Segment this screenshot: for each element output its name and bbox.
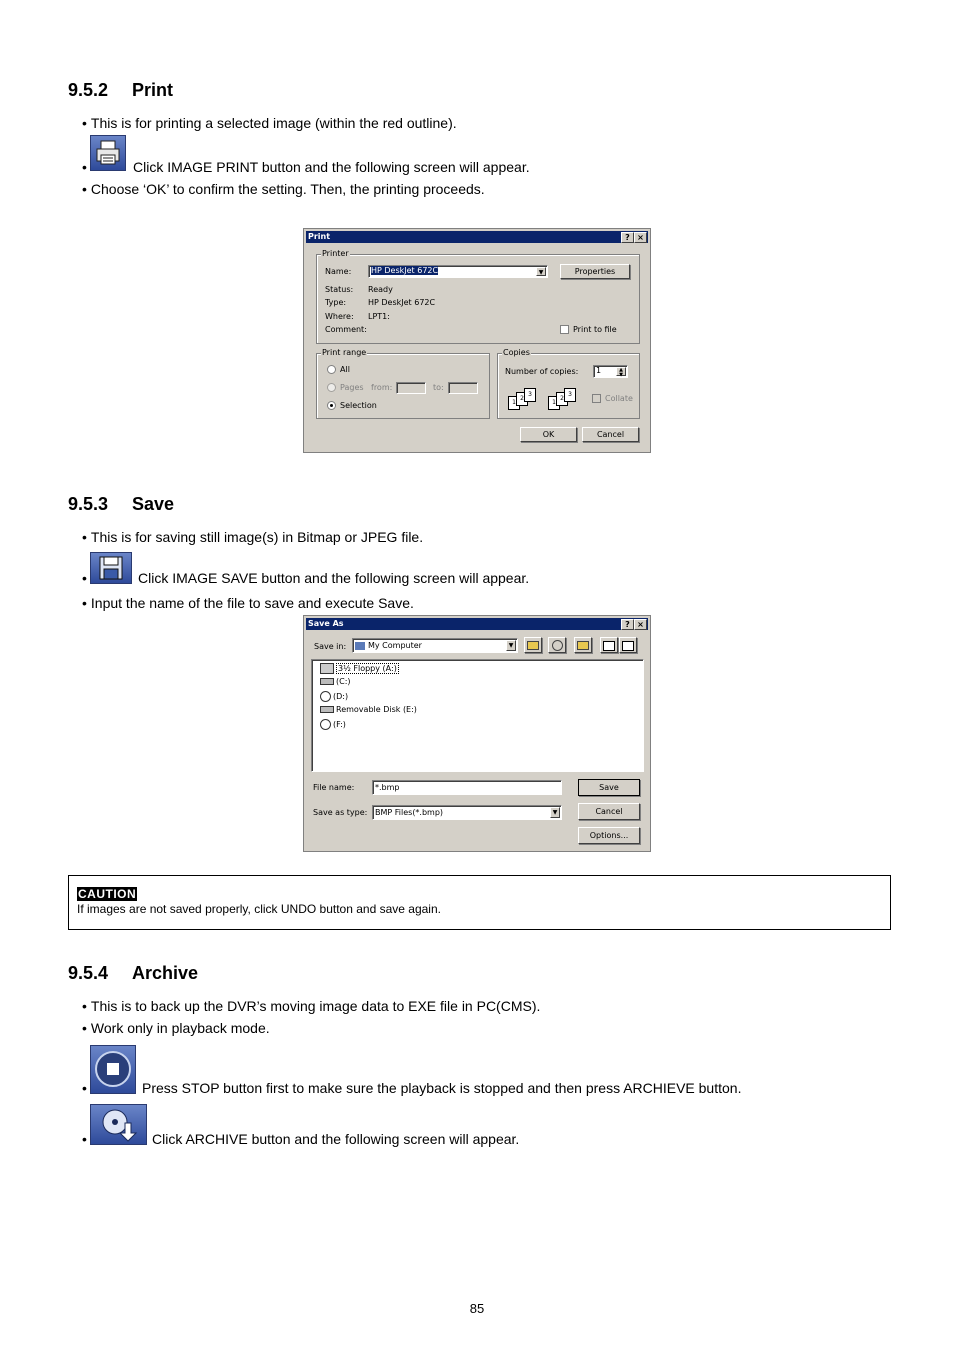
printer-group [316, 249, 640, 344]
type-value: HP DeskJet 672C [368, 298, 436, 307]
cd-drive-icon [320, 691, 331, 702]
group-legend: Print range [322, 348, 367, 357]
file-list[interactable] [311, 659, 644, 772]
printer-name-select[interactable] [368, 265, 548, 278]
close-icon[interactable]: × [634, 232, 647, 243]
copies-stepper[interactable] [593, 365, 628, 378]
list-view-icon [603, 641, 615, 651]
status-label: Status: [325, 285, 354, 294]
bullet-item: • [82, 1080, 87, 1096]
all-radio[interactable] [327, 365, 336, 374]
file-name-label: File name: [313, 783, 355, 792]
section-title: Print [132, 80, 174, 100]
bullet-text: Input the name of the file to save and execute Save. [90, 595, 414, 611]
pages-label: Pages [340, 383, 364, 392]
print-to-file-checkbox[interactable] [560, 325, 569, 334]
print-range-group [316, 348, 490, 419]
selection-label: Selection [340, 401, 377, 410]
section-number: 9.5.4 [68, 963, 109, 983]
bullet-item: • Work only in playback mode. [82, 1020, 270, 1036]
bullet-item: • Input the name of the file to save and execute Save. [82, 595, 414, 611]
save-as-type-value: BMP Files(*.bmp) [375, 808, 444, 817]
item-label: (D:) [333, 692, 349, 701]
item-label: (C:) [336, 677, 351, 686]
desktop-button[interactable] [548, 637, 566, 653]
bullet-text: Choose ‘OK’ to confirm the setting. Then, the printing proceeds. [90, 181, 485, 197]
collate-label: Collate [605, 394, 633, 403]
group-legend: Copies [503, 348, 530, 357]
up-folder-icon [527, 641, 539, 650]
bullet-item: • [82, 159, 87, 175]
to-input[interactable] [448, 382, 478, 394]
bullet-item: • [82, 1131, 87, 1147]
save-as-type-select[interactable] [372, 805, 562, 820]
new-folder-button[interactable] [574, 637, 592, 653]
computer-icon [355, 642, 365, 650]
section-title: Archive [132, 963, 199, 983]
list-item[interactable] [320, 663, 399, 674]
save-as-dialog [303, 615, 651, 852]
save-in-label: Save in: [314, 642, 347, 651]
section-heading-print [68, 80, 173, 101]
bullet-item: • Choose ‘OK’ to confirm the setting. Then, the printing proceeds. [82, 181, 485, 197]
list-item[interactable] [320, 705, 417, 714]
print-dialog-titlebar [306, 231, 648, 243]
dialog-title: Save As [308, 619, 344, 628]
file-name-input[interactable]: *.bmp [372, 780, 562, 795]
cd-drive-icon [320, 719, 331, 730]
close-icon[interactable]: × [634, 619, 647, 630]
bullet-item: • This is for saving still image(s) in Bitmap or JPEG file. [82, 529, 424, 545]
chevron-down-icon: ▼ [506, 640, 516, 651]
removable-disk-icon [320, 706, 334, 713]
new-folder-icon [577, 641, 589, 650]
item-label: 3½ Floppy (A:) [338, 664, 397, 673]
all-label: All [340, 365, 350, 374]
to-label: to: [433, 383, 444, 392]
type-label: Type: [325, 298, 347, 307]
bullet-text: This is for printing a selected image (within the red outline). [90, 115, 457, 131]
save-in-select[interactable] [352, 638, 518, 653]
bullet-text: Click IMAGE SAVE button and the following screen will appear. [138, 570, 530, 586]
stop-button-icon [90, 1045, 136, 1094]
bullet-item: • [82, 570, 87, 586]
bullet-text: Press STOP button first to make sure the playback is stopped and then press ARCHIEVE button. [142, 1080, 742, 1096]
print-to-file-label: Print to file [573, 325, 617, 334]
desktop-icon [552, 640, 563, 651]
list-item[interactable] [320, 677, 351, 686]
name-label: Name: [325, 267, 352, 276]
caution-text: If images are not saved properly, click UNDO button and save again. [77, 902, 441, 916]
bullet-item: • This is to back up the DVR’s moving image data to EXE file in PC(CMS). [82, 998, 541, 1014]
status-value: Ready [368, 285, 393, 294]
up-folder-button[interactable] [524, 637, 542, 653]
list-item[interactable] [320, 719, 346, 730]
collate-illustration-icon: 1 2 3 1 2 3 [508, 386, 584, 412]
options-button[interactable]: Options... [578, 827, 640, 844]
ok-button[interactable]: OK [520, 427, 577, 442]
chevron-down-icon: ▼ [536, 267, 546, 276]
section-title: Save [132, 494, 175, 514]
list-item[interactable] [320, 691, 348, 702]
spinner-icon: ▲ ▼ [616, 367, 626, 376]
section-number: 9.5.3 [68, 494, 109, 514]
print-dialog [303, 228, 651, 453]
save-as-type-label: Save as type: [313, 808, 368, 817]
hard-drive-icon [320, 678, 334, 685]
dialog-title: Print [308, 232, 331, 241]
section-heading-save [68, 494, 174, 515]
details-view-icon [622, 641, 634, 651]
image-print-button-icon [90, 135, 126, 171]
comment-label: Comment: [325, 325, 367, 334]
selection-radio[interactable] [327, 401, 336, 410]
bullet-text: This is to back up the DVR’s moving image data to EXE file in PC(CMS). [90, 998, 541, 1014]
where-value: LPT1: [368, 312, 390, 321]
item-label: (F:) [333, 720, 346, 729]
caution-label: CAUTION [78, 887, 137, 901]
archive-button-icon [90, 1104, 147, 1145]
section-number: 9.5.2 [68, 80, 109, 100]
copies-value: 1 [596, 366, 602, 375]
cancel-button[interactable]: Cancel [582, 427, 639, 442]
copies-group [497, 348, 640, 419]
floppy-drive-icon [320, 663, 334, 674]
collate-checkbox[interactable] [592, 394, 601, 403]
bullet-text: Click IMAGE PRINT button and the following screen will appear. [133, 159, 530, 175]
details-view-button[interactable] [619, 637, 637, 653]
save-button[interactable]: Save [578, 779, 640, 796]
from-input[interactable] [396, 382, 426, 394]
chevron-down-icon: ▼ [550, 807, 560, 818]
image-save-button-icon [90, 552, 132, 584]
where-label: Where: [325, 312, 354, 321]
list-view-button[interactable] [600, 637, 618, 653]
bullet-text: Click ARCHIVE button and the following screen will appear. [152, 1131, 520, 1147]
properties-button[interactable]: Properties [560, 264, 630, 279]
printer-name-value: HP DeskJet 672C [371, 266, 439, 275]
group-legend: Printer [322, 249, 349, 258]
caution-box [68, 875, 891, 930]
help-button[interactable]: ? [621, 619, 634, 630]
page-number: 85 [469, 1301, 485, 1316]
help-button[interactable]: ? [621, 232, 634, 243]
section-heading-archive [68, 963, 198, 984]
number-of-copies-label: Number of copies: [505, 367, 579, 376]
cancel-button[interactable]: Cancel [578, 803, 640, 820]
bullet-text: This is for saving still image(s) in Bitmap or JPEG file. [90, 529, 424, 545]
bullet-text: Work only in playback mode. [90, 1020, 270, 1036]
save-as-dialog-titlebar [306, 618, 648, 630]
save-in-value: My Computer [368, 641, 422, 650]
pages-radio[interactable] [327, 383, 336, 392]
bullet-item: • This is for printing a selected image (within the red outline). [82, 115, 457, 131]
from-label: from: [371, 383, 393, 392]
item-label: Removable Disk (E:) [336, 705, 417, 714]
